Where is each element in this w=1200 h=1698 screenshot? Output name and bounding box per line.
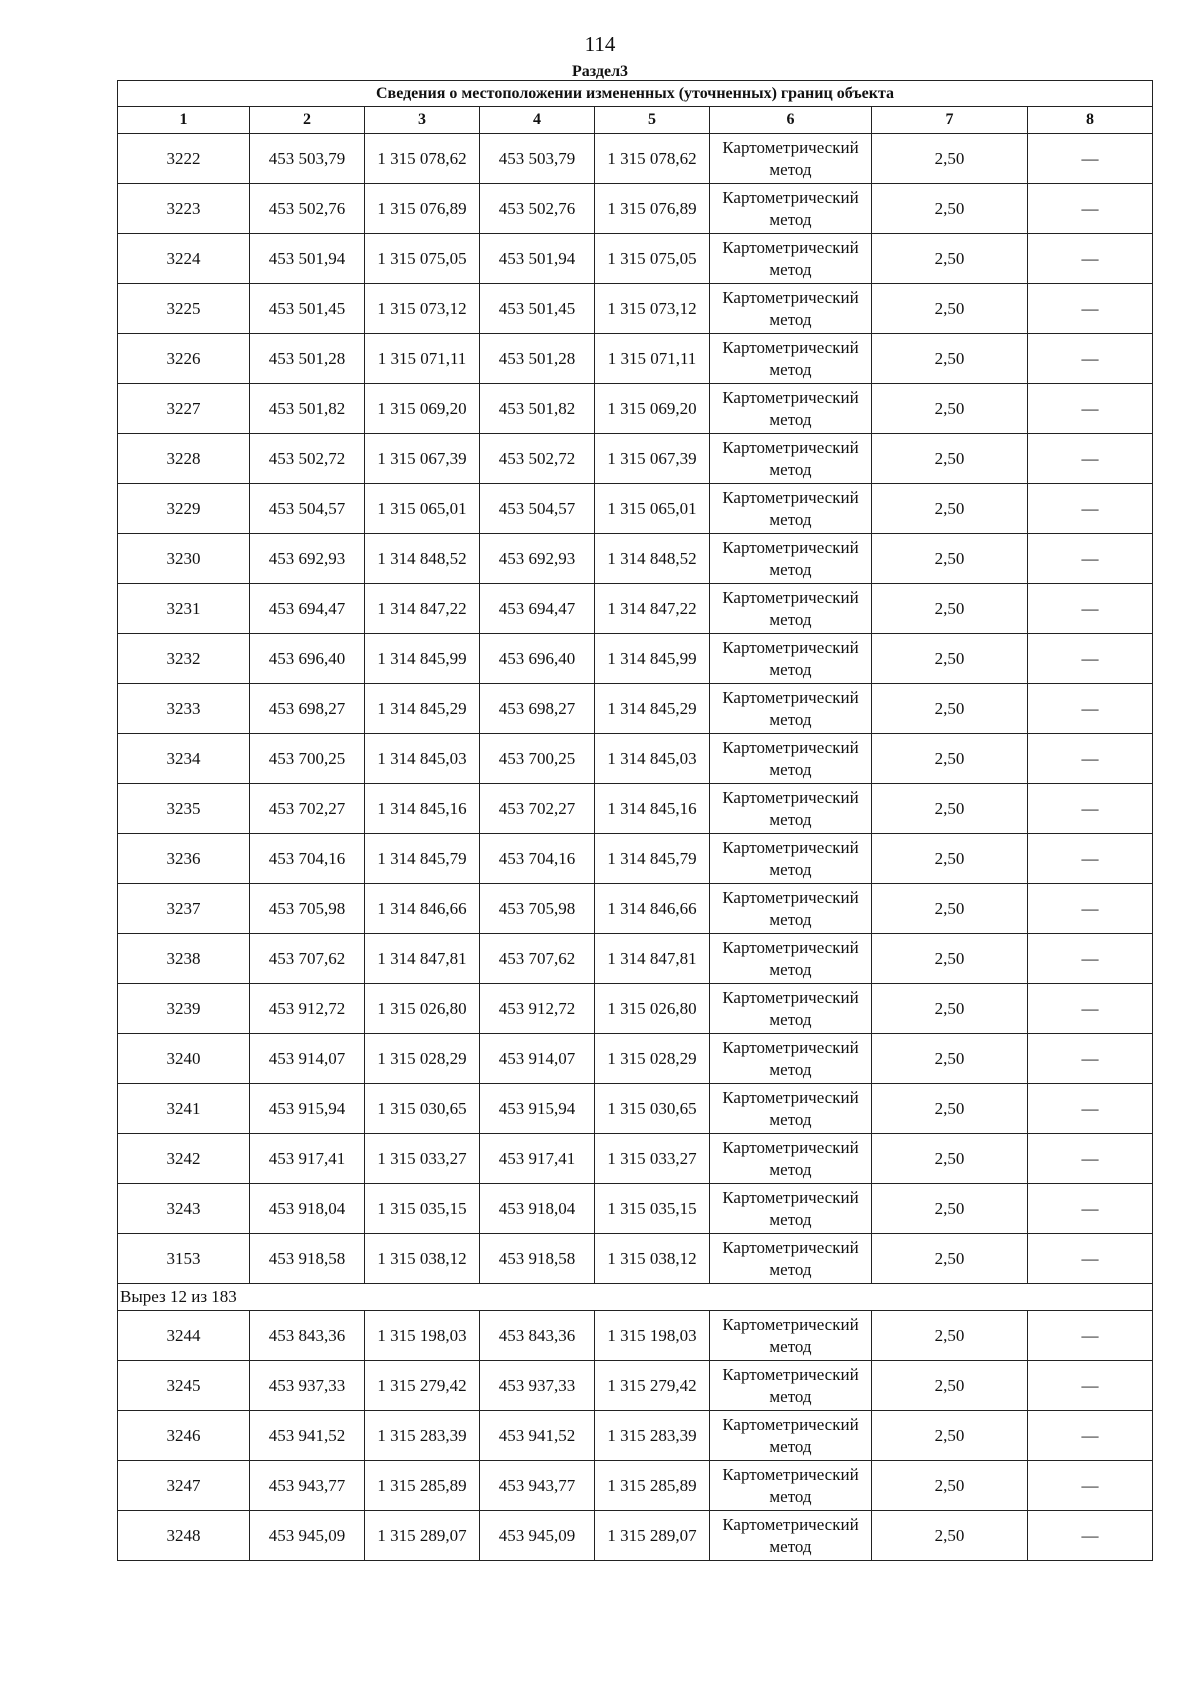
- table-cell: 3235: [118, 784, 250, 834]
- table-cell: —: [1028, 1084, 1153, 1134]
- table-cell: 1 315 075,05: [365, 234, 480, 284]
- table-cell: 3223: [118, 184, 250, 234]
- table-cell: 453 501,94: [480, 234, 595, 284]
- table-cell: 453 941,52: [250, 1411, 365, 1461]
- table-cell: 453 704,16: [480, 834, 595, 884]
- table-cell: 453 945,09: [250, 1511, 365, 1561]
- table-cell: 453 501,28: [480, 334, 595, 384]
- table-cell: —: [1028, 184, 1153, 234]
- column-header: 8: [1028, 107, 1153, 134]
- table-caption-row: [118, 81, 1153, 107]
- table-cell: 453 912,72: [480, 984, 595, 1034]
- table-row: [118, 584, 1153, 634]
- table-cell: —: [1028, 584, 1153, 634]
- table-cell: 453 912,72: [250, 984, 365, 1034]
- table-cell: 1 315 038,12: [595, 1234, 710, 1284]
- table-cell: Картометрический метод: [710, 184, 872, 234]
- table-cell: 453 692,93: [250, 534, 365, 584]
- table-cell: Картометрический метод: [710, 1411, 872, 1461]
- table-cell: 3244: [118, 1311, 250, 1361]
- table-cell: 1 315 198,03: [595, 1311, 710, 1361]
- table-cell: 453 503,79: [250, 134, 365, 184]
- table-cell: 1 315 069,20: [595, 384, 710, 434]
- table-cell: 1 315 285,89: [365, 1461, 480, 1511]
- table-cell: 3229: [118, 484, 250, 534]
- table-cell: 1 314 845,99: [595, 634, 710, 684]
- table-cell: 1 315 035,15: [595, 1184, 710, 1234]
- table-cell: 1 315 030,65: [595, 1084, 710, 1134]
- table-cell: Картометрический метод: [710, 334, 872, 384]
- table-cell: 3224: [118, 234, 250, 284]
- table-cell: 3230: [118, 534, 250, 584]
- table-cell: 1 315 030,65: [365, 1084, 480, 1134]
- table-row: [118, 734, 1153, 784]
- table-cell: —: [1028, 484, 1153, 534]
- table-cell: 3240: [118, 1034, 250, 1084]
- table-cell: 2,50: [872, 1084, 1028, 1134]
- table-cell: 453 501,82: [480, 384, 595, 434]
- table-cell: 453 700,25: [480, 734, 595, 784]
- table-row: [118, 134, 1153, 184]
- table-row: [118, 184, 1153, 234]
- column-header: 5: [595, 107, 710, 134]
- table-row: [118, 784, 1153, 834]
- table-cell: Картометрический метод: [710, 684, 872, 734]
- table-cell: 2,50: [872, 1234, 1028, 1284]
- table-cell: Картометрический метод: [710, 1461, 872, 1511]
- table-row: [118, 384, 1153, 434]
- table-cell: 1 315 279,42: [365, 1361, 480, 1411]
- table-cell: 453 694,47: [480, 584, 595, 634]
- table-cell: 453 698,27: [480, 684, 595, 734]
- table-cell: 2,50: [872, 334, 1028, 384]
- table-cell: 3239: [118, 984, 250, 1034]
- table-cell: Картометрический метод: [710, 634, 872, 684]
- table-cell: 1 314 845,79: [595, 834, 710, 884]
- table-cell: 1 315 279,42: [595, 1361, 710, 1411]
- table-cell: Картометрический метод: [710, 434, 872, 484]
- table-cell: 2,50: [872, 134, 1028, 184]
- table-cell: Картометрический метод: [710, 134, 872, 184]
- table-cell: 453 914,07: [250, 1034, 365, 1084]
- table-cell: 453 696,40: [250, 634, 365, 684]
- table-cell: 453 918,04: [250, 1184, 365, 1234]
- table-cell: 1 315 038,12: [365, 1234, 480, 1284]
- table-cell: 3234: [118, 734, 250, 784]
- table-cell: 2,50: [872, 1134, 1028, 1184]
- table-cell: 1 314 845,16: [365, 784, 480, 834]
- table-row: [118, 1184, 1153, 1234]
- table-cell: 1 314 847,22: [595, 584, 710, 634]
- table-cell: 453 914,07: [480, 1034, 595, 1084]
- table-cell: 453 945,09: [480, 1511, 595, 1561]
- table-row: [118, 984, 1153, 1034]
- table-cell: 1 314 845,29: [595, 684, 710, 734]
- table-cell: 453 843,36: [480, 1311, 595, 1361]
- table-row: [118, 484, 1153, 534]
- table-cell: —: [1028, 534, 1153, 584]
- table-cell: —: [1028, 884, 1153, 934]
- table-cell: 453 705,98: [480, 884, 595, 934]
- table-cell: 453 501,94: [250, 234, 365, 284]
- table-cell: Картометрический метод: [710, 1234, 872, 1284]
- table-row: [118, 1411, 1153, 1461]
- table-cell: 1 314 845,29: [365, 684, 480, 734]
- table-row: [118, 1511, 1153, 1561]
- table-cell: 453 705,98: [250, 884, 365, 934]
- table-cell: 3245: [118, 1361, 250, 1411]
- table-cell: 3226: [118, 334, 250, 384]
- table-body: [118, 81, 1153, 1561]
- table-cell: —: [1028, 1234, 1153, 1284]
- table-cell: 453 502,72: [250, 434, 365, 484]
- table-cell: —: [1028, 384, 1153, 434]
- table-cell: 1 315 073,12: [595, 284, 710, 334]
- table-cell: 2,50: [872, 234, 1028, 284]
- table-cell: 3231: [118, 584, 250, 634]
- table-cell: 1 315 065,01: [365, 484, 480, 534]
- table-cell: —: [1028, 1461, 1153, 1511]
- table-cell: —: [1028, 1311, 1153, 1361]
- table-cell: —: [1028, 1511, 1153, 1561]
- table-cell: 1 314 847,22: [365, 584, 480, 634]
- table-cell: 1 315 026,80: [595, 984, 710, 1034]
- table-cell: Картометрический метод: [710, 384, 872, 434]
- table-cell: 2,50: [872, 984, 1028, 1034]
- table-cell: Картометрический метод: [710, 1311, 872, 1361]
- table-cell: —: [1028, 234, 1153, 284]
- table-cell: 2,50: [872, 434, 1028, 484]
- table-cell: —: [1028, 284, 1153, 334]
- table-cell: 3248: [118, 1511, 250, 1561]
- table-cell: —: [1028, 934, 1153, 984]
- table-cell: 2,50: [872, 934, 1028, 984]
- table-cell: 2,50: [872, 784, 1028, 834]
- table-cell: 453 843,36: [250, 1311, 365, 1361]
- table-cell: 2,50: [872, 1461, 1028, 1511]
- table-cell: 2,50: [872, 634, 1028, 684]
- table-cell: 1 314 847,81: [595, 934, 710, 984]
- table-cell: 2,50: [872, 284, 1028, 334]
- table-cell: 1 315 028,29: [595, 1034, 710, 1084]
- boundary-coordinates-table: [117, 80, 1153, 1561]
- table-cell: 3237: [118, 884, 250, 934]
- table-cell: 453 501,28: [250, 334, 365, 384]
- table-cell: —: [1028, 784, 1153, 834]
- table-cell: 3238: [118, 934, 250, 984]
- section-subheader-row: [118, 1284, 1153, 1311]
- table-cell: Картометрический метод: [710, 834, 872, 884]
- table-cell: 1 315 078,62: [365, 134, 480, 184]
- table-cell: 3222: [118, 134, 250, 184]
- table-cell: 1 315 289,07: [595, 1511, 710, 1561]
- table-cell: 453 707,62: [250, 934, 365, 984]
- table-cell: 453 501,45: [250, 284, 365, 334]
- table-cell: Картометрический метод: [710, 234, 872, 284]
- table-cell: 2,50: [872, 384, 1028, 434]
- column-header-row: [118, 107, 1153, 134]
- table-cell: 1 315 065,01: [595, 484, 710, 534]
- table-row: [118, 834, 1153, 884]
- table-cell: 1 314 845,03: [365, 734, 480, 784]
- table-row: [118, 1134, 1153, 1184]
- table-cell: 453 504,57: [250, 484, 365, 534]
- table-cell: 2,50: [872, 1311, 1028, 1361]
- table-cell: 453 943,77: [480, 1461, 595, 1511]
- table-cell: 2,50: [872, 184, 1028, 234]
- table-cell: —: [1028, 1411, 1153, 1461]
- table-row: [118, 434, 1153, 484]
- table-cell: —: [1028, 1034, 1153, 1084]
- table-cell: 2,50: [872, 484, 1028, 534]
- table-cell: 1 315 028,29: [365, 1034, 480, 1084]
- table-cell: —: [1028, 434, 1153, 484]
- table-cell: 453 937,33: [480, 1361, 595, 1411]
- table-cell: 3241: [118, 1084, 250, 1134]
- table-cell: —: [1028, 134, 1153, 184]
- table-cell: 453 918,58: [480, 1234, 595, 1284]
- table-cell: 3242: [118, 1134, 250, 1184]
- table-row: [118, 1311, 1153, 1361]
- table-cell: Картометрический метод: [710, 1511, 872, 1561]
- table-cell: 453 915,94: [480, 1084, 595, 1134]
- table-cell: 2,50: [872, 1411, 1028, 1461]
- table-cell: 2,50: [872, 1184, 1028, 1234]
- table-cell: 453 502,76: [250, 184, 365, 234]
- table-cell: 2,50: [872, 534, 1028, 584]
- table-cell: Картометрический метод: [710, 534, 872, 584]
- table-cell: 1 315 033,27: [595, 1134, 710, 1184]
- table-cell: 453 501,82: [250, 384, 365, 434]
- table-cell: Картометрический метод: [710, 1134, 872, 1184]
- column-header: 4: [480, 107, 595, 134]
- table-row: [118, 284, 1153, 334]
- table-cell: 1 315 076,89: [365, 184, 480, 234]
- table-cell: Картометрический метод: [710, 1184, 872, 1234]
- table-cell: Картометрический метод: [710, 984, 872, 1034]
- table-cell: —: [1028, 334, 1153, 384]
- table-cell: 2,50: [872, 834, 1028, 884]
- section-subheader: Вырез 12 из 183: [118, 1284, 1153, 1311]
- table-cell: 2,50: [872, 684, 1028, 734]
- table-cell: 1 315 069,20: [365, 384, 480, 434]
- table-cell: 3233: [118, 684, 250, 734]
- table-row: [118, 534, 1153, 584]
- table-cell: 1 314 846,66: [595, 884, 710, 934]
- column-header: 6: [710, 107, 872, 134]
- table-cell: 1 315 078,62: [595, 134, 710, 184]
- table-cell: 3243: [118, 1184, 250, 1234]
- table-cell: 453 502,76: [480, 184, 595, 234]
- table-cell: 3246: [118, 1411, 250, 1461]
- table-caption: Сведения о местоположении измененных (уточненных) границ объекта: [118, 81, 1153, 107]
- table-row: [118, 1084, 1153, 1134]
- table-row: [118, 334, 1153, 384]
- table-cell: 1 315 071,11: [365, 334, 480, 384]
- table-cell: 1 315 283,39: [595, 1411, 710, 1461]
- table-row: [118, 1234, 1153, 1284]
- table-cell: 1 314 846,66: [365, 884, 480, 934]
- table-cell: 1 315 285,89: [595, 1461, 710, 1511]
- table-cell: —: [1028, 1134, 1153, 1184]
- table-cell: —: [1028, 984, 1153, 1034]
- table-cell: 1 315 198,03: [365, 1311, 480, 1361]
- table-cell: 2,50: [872, 1034, 1028, 1084]
- table-row: [118, 634, 1153, 684]
- table-cell: 1 315 073,12: [365, 284, 480, 334]
- table-row: [118, 234, 1153, 284]
- table-cell: 453 504,57: [480, 484, 595, 534]
- table-cell: 453 704,16: [250, 834, 365, 884]
- table-cell: 2,50: [872, 1361, 1028, 1411]
- table-cell: 453 917,41: [480, 1134, 595, 1184]
- table-cell: Картометрический метод: [710, 484, 872, 534]
- table-cell: 453 502,72: [480, 434, 595, 484]
- table-cell: —: [1028, 684, 1153, 734]
- table-cell: Картометрический метод: [710, 734, 872, 784]
- table-cell: 1 315 283,39: [365, 1411, 480, 1461]
- table-cell: 453 941,52: [480, 1411, 595, 1461]
- table-row: [118, 684, 1153, 734]
- table-cell: 1 314 845,03: [595, 734, 710, 784]
- table-cell: 453 702,27: [250, 784, 365, 834]
- table-cell: 453 694,47: [250, 584, 365, 634]
- table-cell: 453 918,58: [250, 1234, 365, 1284]
- table-cell: 2,50: [872, 1511, 1028, 1561]
- table-cell: 2,50: [872, 734, 1028, 784]
- table-cell: 3227: [118, 384, 250, 434]
- column-header: 7: [872, 107, 1028, 134]
- table-cell: 453 698,27: [250, 684, 365, 734]
- table-cell: 1 314 848,52: [595, 534, 710, 584]
- table-row: [118, 1461, 1153, 1511]
- table-cell: 1 315 026,80: [365, 984, 480, 1034]
- table-cell: 1 315 035,15: [365, 1184, 480, 1234]
- table-cell: 1 314 845,99: [365, 634, 480, 684]
- column-header: 1: [118, 107, 250, 134]
- table-cell: Картометрический метод: [710, 784, 872, 834]
- table-cell: —: [1028, 634, 1153, 684]
- table-cell: 453 501,45: [480, 284, 595, 334]
- section-title: Раздел3: [571, 63, 629, 80]
- table-cell: 453 915,94: [250, 1084, 365, 1134]
- table-cell: Картометрический метод: [710, 1361, 872, 1411]
- table-cell: Картометрический метод: [710, 1034, 872, 1084]
- table-cell: 453 917,41: [250, 1134, 365, 1184]
- table-cell: 453 696,40: [480, 634, 595, 684]
- table-row: [118, 1361, 1153, 1411]
- table-cell: Картометрический метод: [710, 284, 872, 334]
- table-cell: 2,50: [872, 584, 1028, 634]
- table-cell: 1 315 033,27: [365, 1134, 480, 1184]
- column-header: 3: [365, 107, 480, 134]
- table-cell: 1 314 848,52: [365, 534, 480, 584]
- table-cell: 1 315 067,39: [595, 434, 710, 484]
- table-cell: 1 315 076,89: [595, 184, 710, 234]
- table-cell: 1 314 845,79: [365, 834, 480, 884]
- table-cell: 3236: [118, 834, 250, 884]
- table-cell: 453 702,27: [480, 784, 595, 834]
- table-cell: —: [1028, 1361, 1153, 1411]
- table-cell: 453 700,25: [250, 734, 365, 784]
- table-cell: 3153: [118, 1234, 250, 1284]
- table-cell: 2,50: [872, 884, 1028, 934]
- table-cell: 453 692,93: [480, 534, 595, 584]
- table-cell: 1 315 075,05: [595, 234, 710, 284]
- table-row: [118, 884, 1153, 934]
- table-cell: 3225: [118, 284, 250, 334]
- table-cell: —: [1028, 834, 1153, 884]
- table-cell: 1 315 289,07: [365, 1511, 480, 1561]
- table-cell: Картометрический метод: [710, 1084, 872, 1134]
- table-cell: 1 314 847,81: [365, 934, 480, 984]
- table-cell: 453 707,62: [480, 934, 595, 984]
- table-cell: 3247: [118, 1461, 250, 1511]
- column-header: 2: [250, 107, 365, 134]
- page-number: 114: [584, 32, 616, 56]
- table-cell: 453 943,77: [250, 1461, 365, 1511]
- table-cell: 453 918,04: [480, 1184, 595, 1234]
- table-cell: Картометрический метод: [710, 934, 872, 984]
- table-cell: 453 503,79: [480, 134, 595, 184]
- table-cell: 1 314 845,16: [595, 784, 710, 834]
- table-cell: —: [1028, 734, 1153, 784]
- table-cell: —: [1028, 1184, 1153, 1234]
- table-cell: Картометрический метод: [710, 884, 872, 934]
- table-cell: 1 315 067,39: [365, 434, 480, 484]
- table-cell: 3228: [118, 434, 250, 484]
- table-cell: 1 315 071,11: [595, 334, 710, 384]
- table-cell: Картометрический метод: [710, 584, 872, 634]
- table-row: [118, 1034, 1153, 1084]
- table-cell: 453 937,33: [250, 1361, 365, 1411]
- table-row: [118, 934, 1153, 984]
- table-cell: 3232: [118, 634, 250, 684]
